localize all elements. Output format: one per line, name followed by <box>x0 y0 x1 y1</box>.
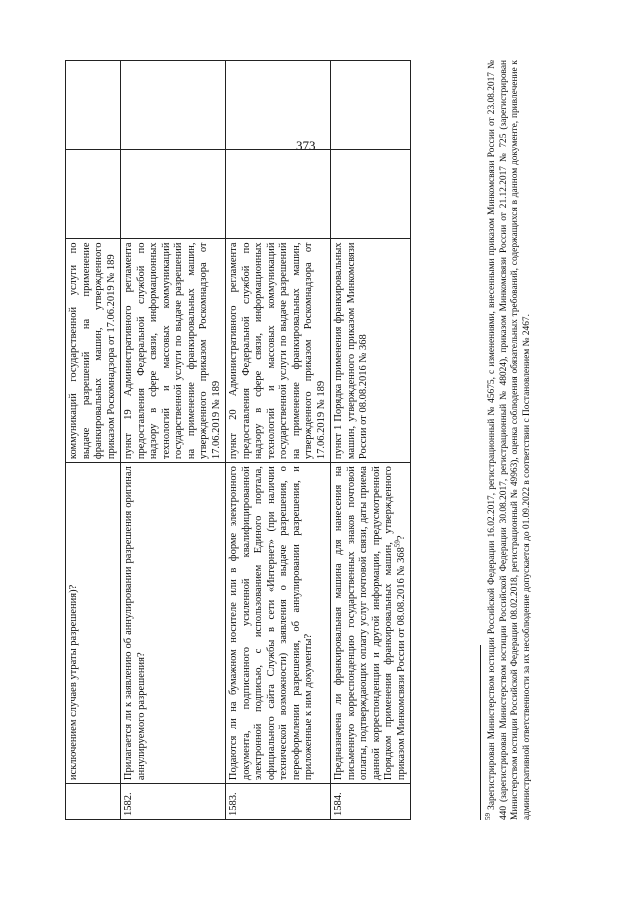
footnote-divider <box>480 645 481 820</box>
footnote-marker: 59 <box>483 813 492 820</box>
footnote <box>480 60 533 820</box>
empty-cell <box>226 150 331 239</box>
reference-cell: пункт 1 Порядка применения франкировальных машин, утвержденного приказом Минкомсвязи России от 08.08.2016 № 368 <box>331 239 411 463</box>
empty-cell <box>121 61 226 150</box>
empty-cell <box>331 150 411 239</box>
question-text: Предназначена ли франкировальная машина для нанесения на письменную корреспонденцию государственных знаков почтовой оплаты, подтверждающих оплату услуг почтовой связи, даты приема данной корреспонденции и другой информации, предусмотренной Порядком применения франкировальных машин, утвержденного приказом Минкомсвязи России от 08.08.2016 № 368 <box>333 466 407 781</box>
footnote-text: Зарегистрирован Министерством юстиции Российской Федерации 16.02.2017, регистрационный № 45675, с изменениями, внесенными приказом Минкомсвязи России от 23.08.2017 № 440 (зарегистрирован Министерством юстиции Российской Федерации 30.08.2017, регистрационный № 48024), приказом Минкомсвязи России от 21.12.2017 № 725 (зарегистрирован Министерством юстиции Российской Федерации 08.02.2018, регистрационный № 49963), оценка соблюдения обязательных требований, содержащихся в данном документе, привлечение к административной ответственности за их несоблюдение допускается до 01.09.2022 в соответствии с Постановлением № 2467. <box>487 59 532 820</box>
table-row <box>226 61 331 820</box>
reference-cell: пункт 19 Административного регламента предоставления Федеральной службой по надзору в сфере связи, информационных технологий и массовых коммуникаций государственной услуги по выдаче разрешений на применение франкировальных машин, утвержденного приказом Роскомнадзора от 17.06.2019 № 189 <box>121 239 226 463</box>
empty-cell <box>66 61 121 150</box>
question-cell: Прилагается ли к заявлению об аннулировании разрешения оригинал аннулируемого разрешения? <box>121 463 226 784</box>
row-number <box>66 784 121 820</box>
table-row <box>66 61 121 820</box>
reference-cell: пункт 20 Административного регламента предоставления Федеральной службой по надзору в сфере связи, информационных технологий и массовых коммуникаций государственной услуги по выдаче разрешений на применение франкировальных машин, утвержденного приказом Роскомнадзора от 17.06.2019 № 189 <box>226 239 331 463</box>
page-number: 373 <box>296 138 316 153</box>
question-cell <box>331 463 411 784</box>
table-row <box>331 61 411 820</box>
empty-cell <box>331 61 411 150</box>
row-number: 1584. <box>331 784 411 820</box>
rotated-document <box>65 60 555 820</box>
question-cell: исключением случаев утраты разрешения)? <box>66 463 121 784</box>
footnote-ref: 59 <box>393 540 401 548</box>
empty-cell <box>66 150 121 239</box>
question-cell: Подаются ли на бумажном носителе или в форме электронного документа, подписанного усиленной квалифицированной электронной подписью, с использованием Единого портала, официального сайта Службы в сети «Интернет» (при наличии технической возможности) заявления о выдаче разрешения, о переоформлении разрешения, об аннулировании разрешения, и приложенные к ним документы? <box>226 463 331 784</box>
reference-cell: коммуникаций государственной услуги по выдаче разрешений на применение франкировальных машин, утвержденного приказом Роскомнадзора от 17.06.2019 № 189 <box>66 239 121 463</box>
requirements-table <box>65 60 411 820</box>
empty-cell <box>121 150 226 239</box>
empty-cell <box>226 61 331 150</box>
row-number: 1583. <box>226 784 331 820</box>
row-number: 1582. <box>121 784 226 820</box>
question-mark: ? <box>395 535 407 541</box>
table-row <box>121 61 226 820</box>
